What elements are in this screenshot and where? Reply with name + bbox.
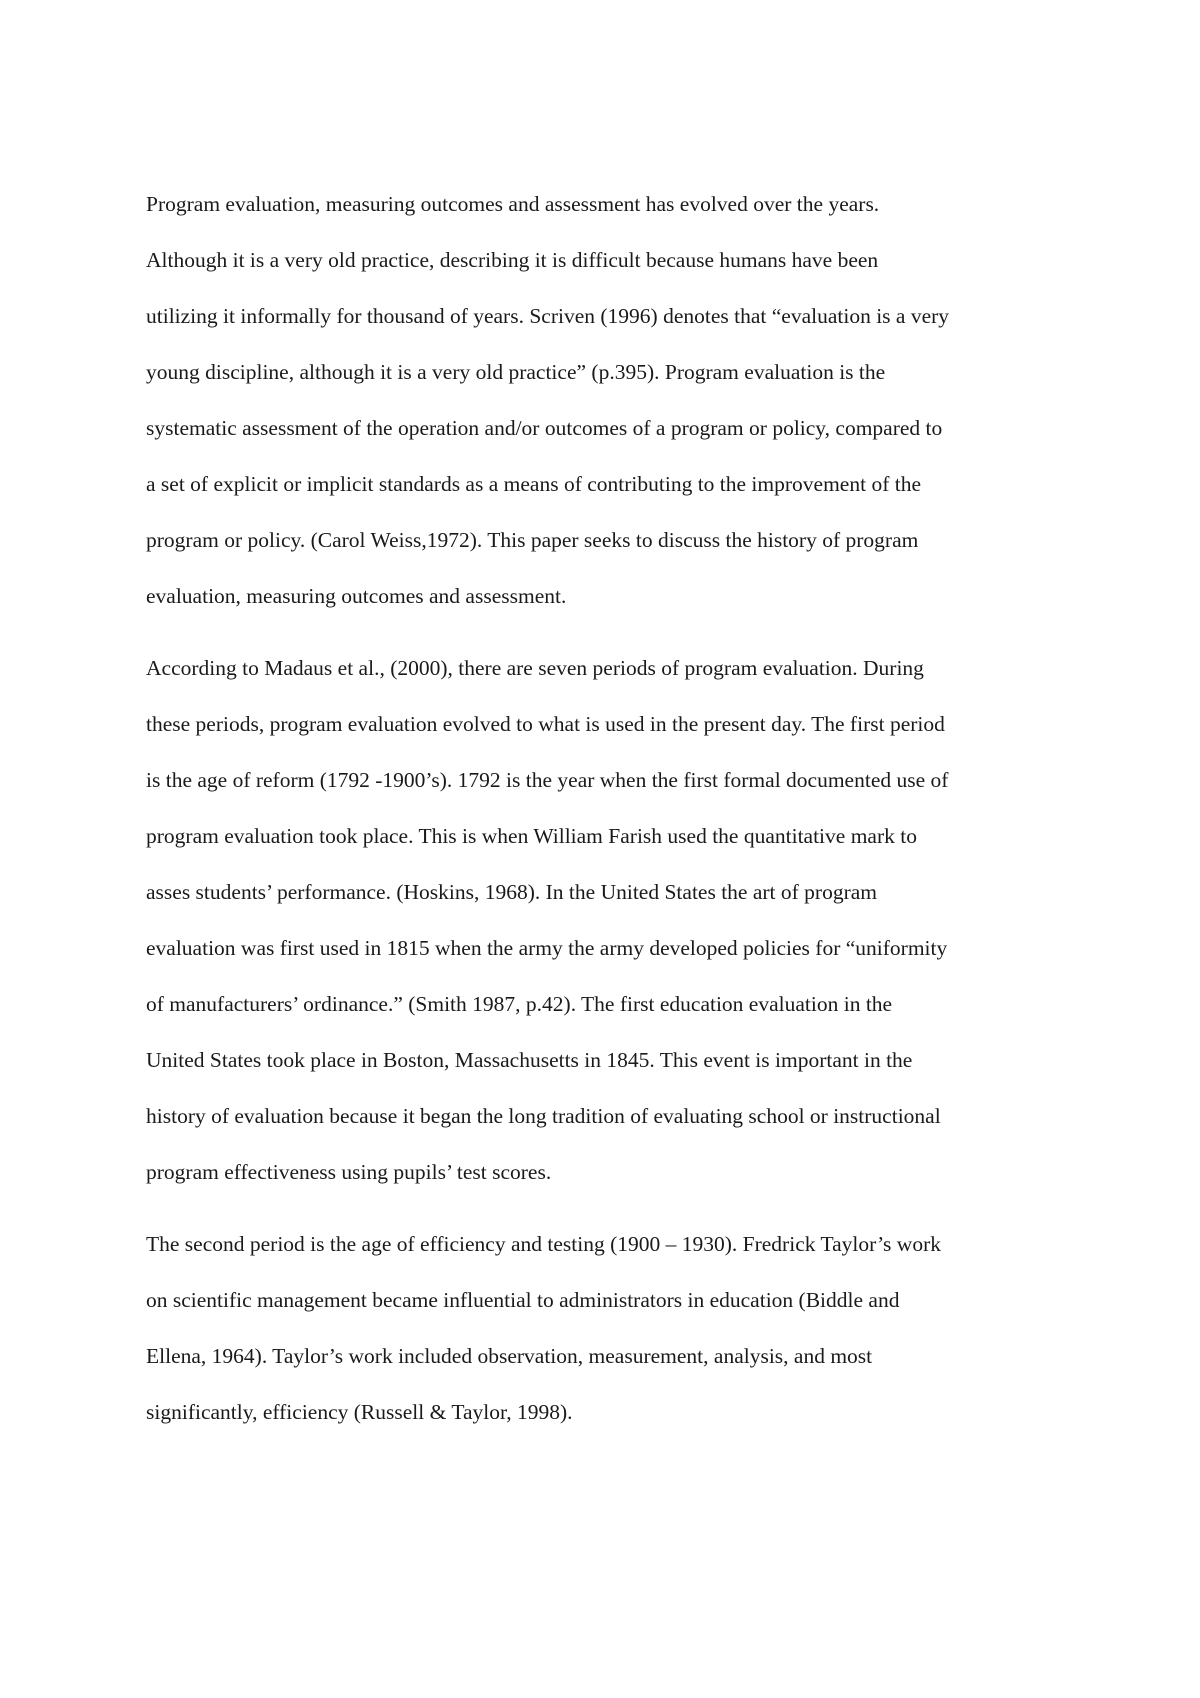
text-line: United States took place in Boston, Massachusetts in 1845. This event is important in the [146,1048,913,1072]
text-line: According to Madaus et al., (2000), there are seven periods of program evaluation. During [146,656,924,680]
paragraph-1 [146,176,1066,624]
text-line: significantly, efficiency (Russell & Taylor, 1998). [146,1400,573,1424]
text-line: Program evaluation, measuring outcomes and assessment has evolved over the years. [146,192,880,216]
text-line: of manufacturers’ ordinance.” (Smith 1987, p.42). The first education evaluation in the [146,992,893,1016]
text-line: Ellena, 1964). Taylor’s work included observation, measurement, analysis, and most [146,1344,873,1368]
text-line: evaluation, measuring outcomes and assessment. [146,584,567,608]
text-line: utilizing it informally for thousand of years. Scriven (1996) denotes that “evaluation is a very [146,304,950,328]
text-line: history of evaluation because it began the long tradition of evaluating school or instructional [146,1104,941,1128]
paragraph-3 [146,1216,1066,1440]
text-line: The second period is the age of efficiency and testing (1900 – 1930). Fredrick Taylor’s work [146,1232,941,1256]
text-line: program effectiveness using pupils’ test scores. [146,1160,552,1184]
text-line: systematic assessment of the operation and/or outcomes of a program or policy, compared to [146,416,943,440]
text-line: program or policy. (Carol Weiss,1972). This paper seeks to discuss the history of program [146,528,919,552]
text-line: is the age of reform (1792 -1900’s). 1792 is the year when the first formal documented use of [146,768,949,792]
text-line: Although it is a very old practice, describing it is difficult because humans have been [146,248,879,272]
document-body [146,176,1066,1456]
text-line: evaluation was first used in 1815 when the army the army developed policies for “uniformity [146,936,948,960]
text-line: a set of explicit or implicit standards as a means of contributing to the improvement of the [146,472,921,496]
text-line: on scientific management became influential to administrators in education (Biddle and [146,1288,900,1312]
text-line: these periods, program evaluation evolved to what is used in the present day. The first period [146,712,945,736]
paragraph-2 [146,640,1066,1200]
text-line: young discipline, although it is a very old practice” (p.395). Program evaluation is the [146,360,886,384]
text-line: program evaluation took place. This is when William Farish used the quantitative mark to [146,824,917,848]
text-line: asses students’ performance. (Hoskins, 1968). In the United States the art of program [146,880,878,904]
